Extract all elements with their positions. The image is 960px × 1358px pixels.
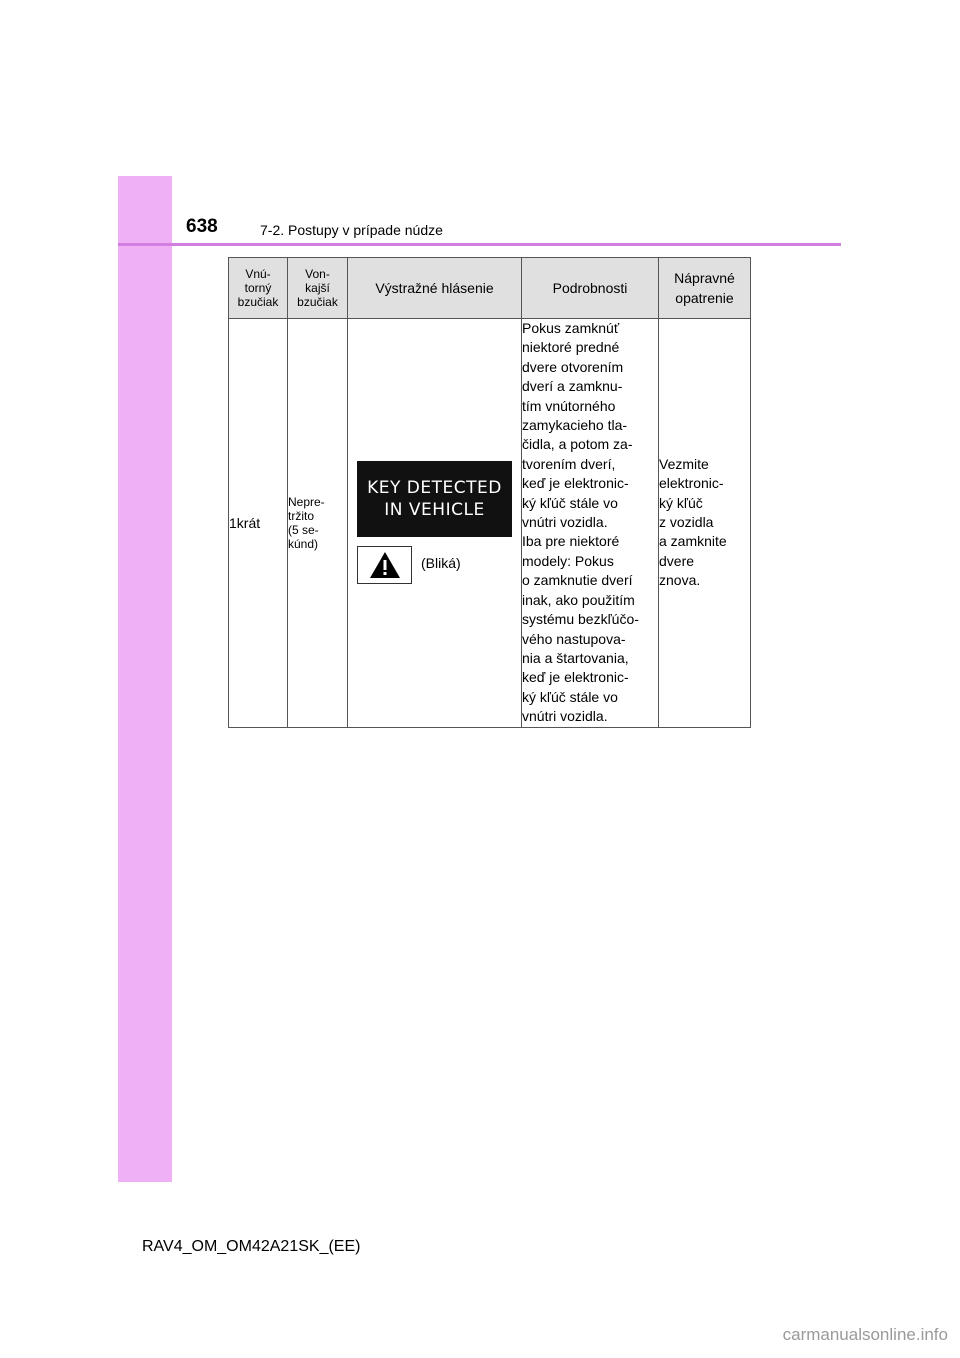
header-warning-message: Výstražné hlásenie bbox=[348, 258, 522, 319]
header-corrective-action: Nápravné opatrenie bbox=[659, 258, 751, 319]
header-interior-buzzer: Vnú- torný bzučiak bbox=[229, 258, 288, 319]
table-row bbox=[229, 319, 751, 728]
section-title: 7-2. Postupy v prípade núdze bbox=[260, 222, 443, 238]
header-divider bbox=[118, 243, 841, 246]
cell-corrective-action: Vezmite elektronic- ký kľúč z vozidla a zamknite dvere znova. bbox=[659, 319, 751, 728]
display-line-1: KEY DETECTED bbox=[367, 478, 502, 499]
table-header-row bbox=[229, 258, 751, 319]
warning-triangle-icon bbox=[357, 546, 412, 584]
cell-warning-message bbox=[348, 319, 522, 728]
key-detected-display bbox=[357, 461, 512, 537]
warning-table bbox=[228, 257, 751, 728]
page-number: 638 bbox=[186, 216, 218, 237]
blink-note: (Bliká) bbox=[421, 555, 461, 572]
header-details: Podrobnosti bbox=[522, 258, 659, 319]
document-code: RAV4_OM_OM42A21SK_(EE) bbox=[142, 1238, 361, 1255]
header-exterior-buzzer: Von- kajší bzučiak bbox=[288, 258, 348, 319]
watermark: carmanualsonline.info bbox=[782, 1325, 948, 1344]
cell-exterior-buzzer: Nepre- tržito (5 se- kúnd) bbox=[288, 319, 348, 728]
cell-details: Pokus zamknúť niektoré predné dvere otvorením dverí a zamknu- tím vnútorného zamykacieho tla- čidla, a potom za- tvorením dverí, keď je elektronic- ký kľúč stále vo vnútri vozidla. Iba pre niektoré modely: Pokus o zamknutie dverí inak, ako použitím systému bezkľúčo- vého nastupova- nia a štartovania, keď je elektronic- ký kľúč stále vo vnútri vozidla. bbox=[522, 319, 659, 728]
display-line-2: IN VEHICLE bbox=[384, 500, 485, 521]
cell-interior-buzzer: 1krát bbox=[229, 319, 288, 728]
side-band bbox=[118, 176, 172, 1182]
warning-icon-row bbox=[357, 546, 521, 584]
